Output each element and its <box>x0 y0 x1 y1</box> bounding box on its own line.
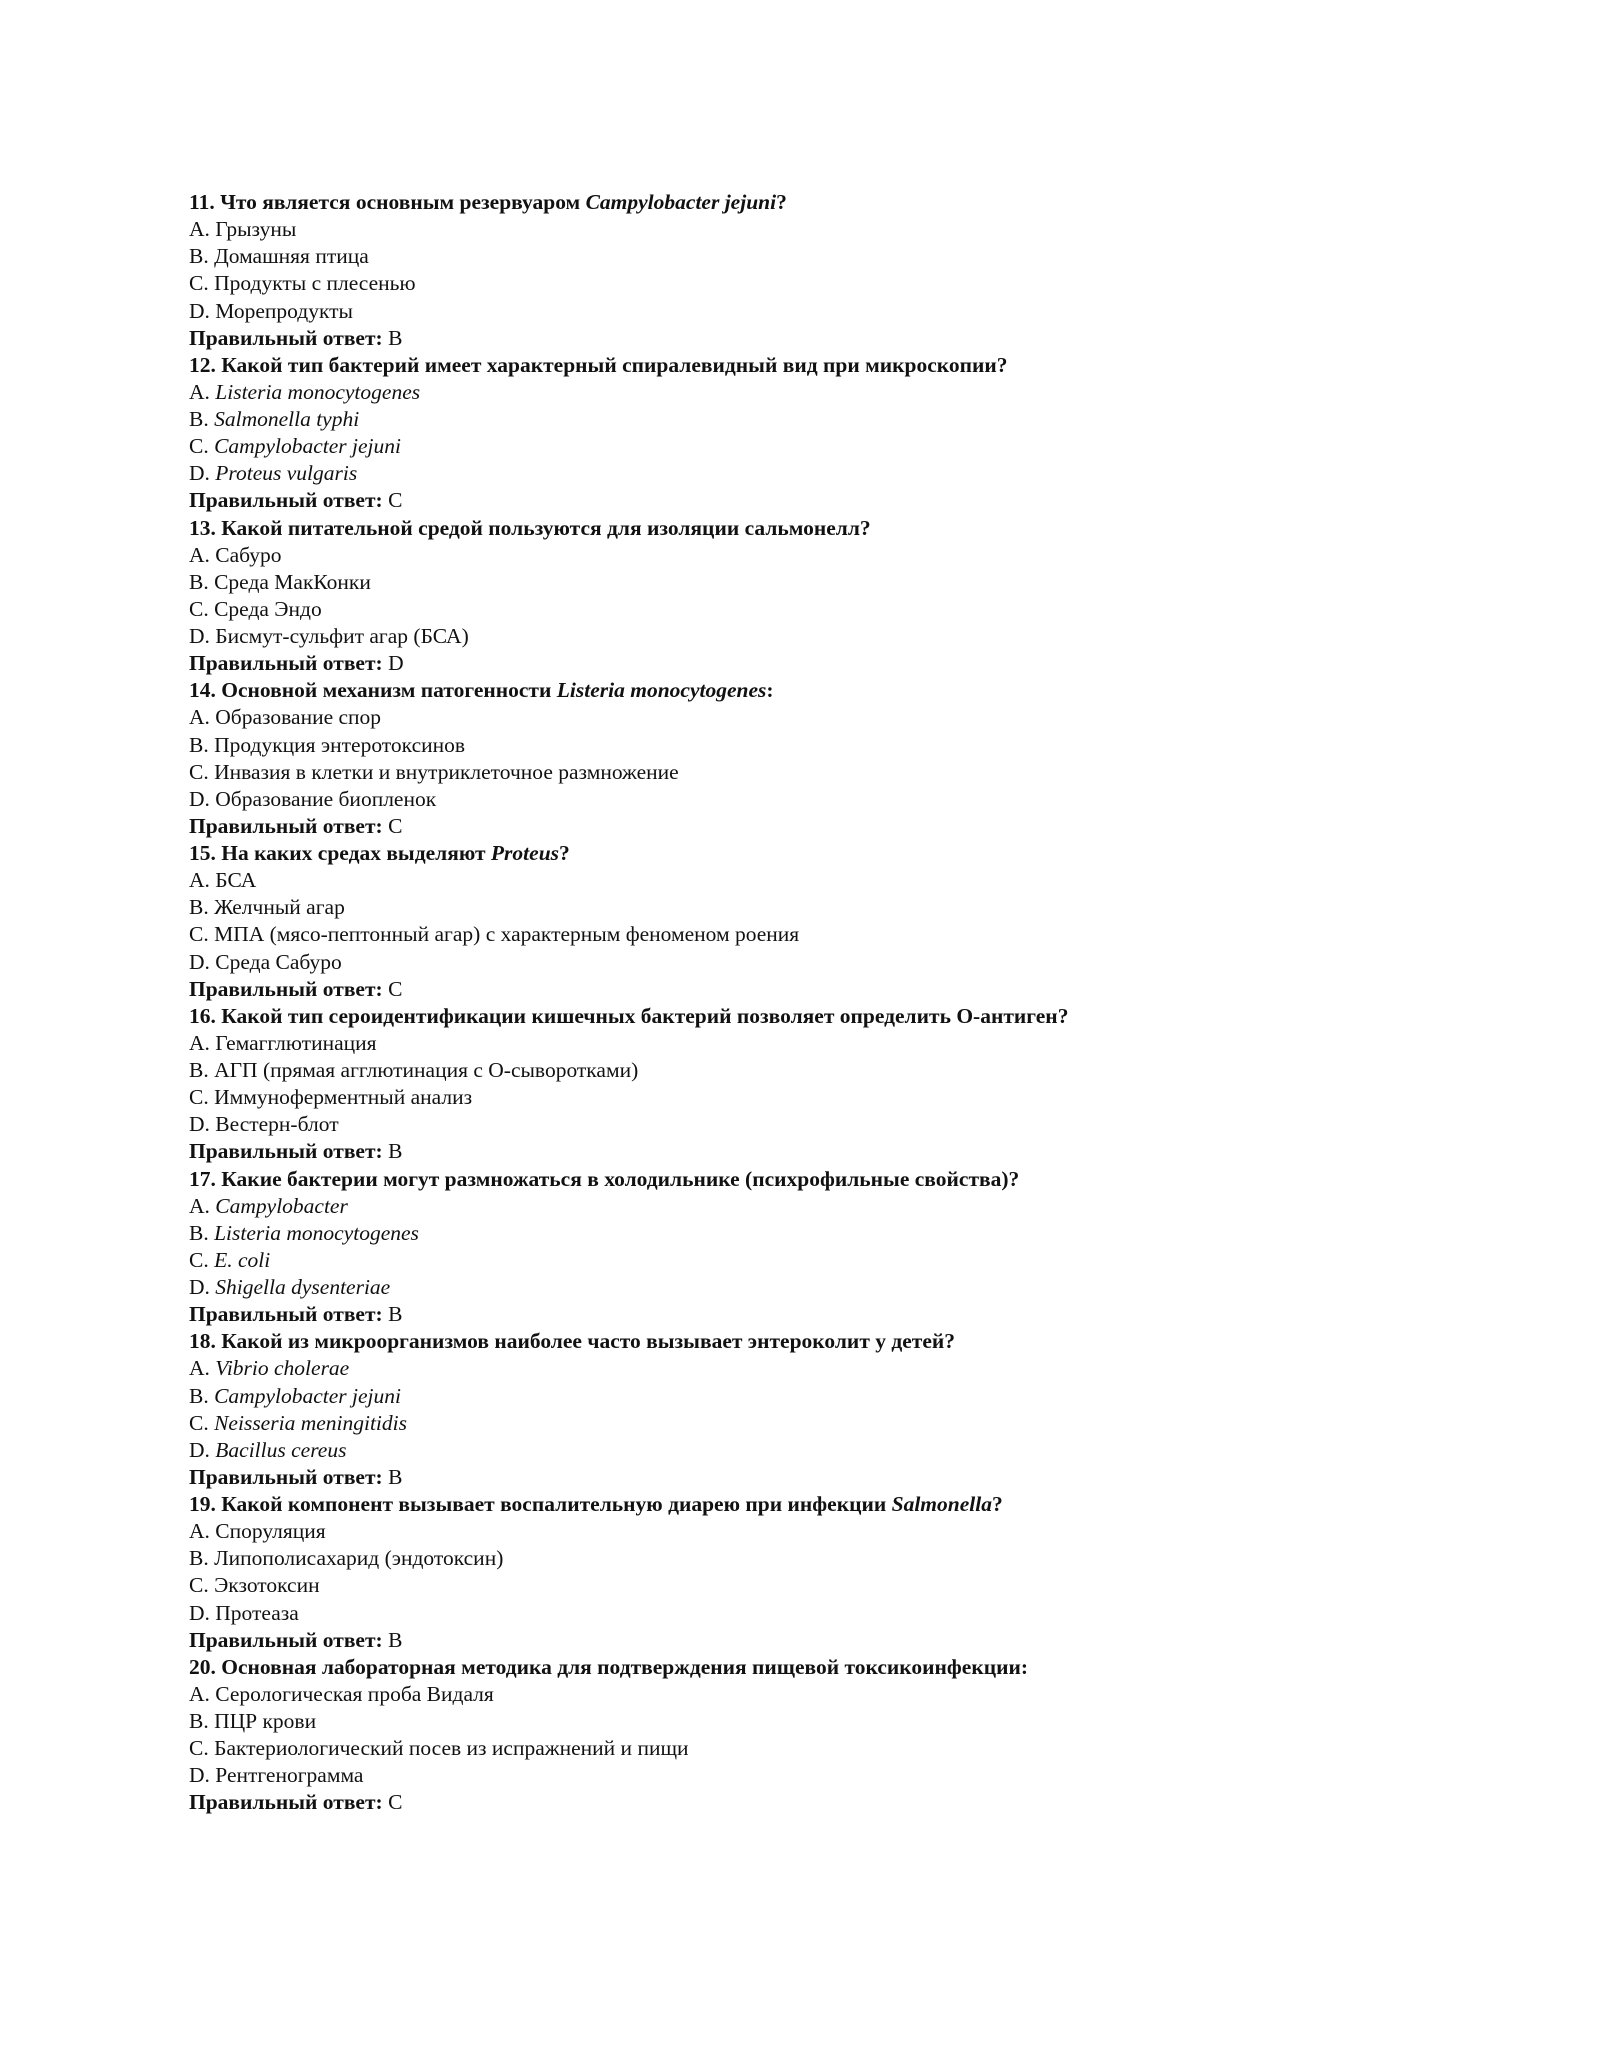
answer-option <box>189 1247 1489 1274</box>
question-block <box>189 1491 1489 1654</box>
correct-answer-label: Правильный ответ: <box>189 1464 383 1489</box>
question-text-part: ? <box>559 841 570 865</box>
correct-answer-value: B <box>388 1302 403 1327</box>
answer-option <box>189 460 1489 487</box>
correct-answer <box>189 1138 1489 1165</box>
option-letter: C. <box>189 271 215 296</box>
correct-answer <box>189 813 1489 840</box>
option-letter: C. <box>189 1573 215 1598</box>
question-text-part: 12. Какой тип бактерий имеет характерный спиралевидный вид при микроскопии? <box>189 352 1008 377</box>
option-text: Shigella dysenteriae <box>215 1275 391 1299</box>
option-text: Желчный агар <box>214 895 345 920</box>
question-text-part: 18. Какой из микроорганизмов наиболее часто вызывает энтероколит у детей? <box>189 1329 956 1354</box>
option-text: Продукты с плесенью <box>214 271 416 296</box>
correct-answer-value: B <box>388 1627 403 1652</box>
answer-option <box>189 921 1489 948</box>
question-text-part: 17. Какие бактерии могут размножаться в холодильнике (психрофильные свойства)? <box>189 1166 1020 1191</box>
answer-option <box>189 542 1489 569</box>
option-text: Среда Сабуро <box>215 949 342 974</box>
answer-option <box>189 1410 1489 1437</box>
correct-answer <box>189 487 1489 514</box>
option-letter: D. <box>189 1112 216 1137</box>
option-letter: A. <box>189 868 216 893</box>
question-text <box>189 1654 1489 1681</box>
correct-answer-value: C <box>388 976 403 1001</box>
option-text: Инвазия в клетки и внутриклеточное размножение <box>214 759 679 784</box>
option-letter: D. <box>189 949 216 974</box>
correct-answer-label: Правильный ответ: <box>189 1139 383 1164</box>
option-letter: B. <box>189 1383 215 1408</box>
correct-answer <box>189 1627 1489 1654</box>
option-text: E. coli <box>214 1247 271 1272</box>
option-text: Продукция энтеротоксинов <box>214 732 466 757</box>
question-block <box>189 352 1489 515</box>
correct-answer <box>189 976 1489 1003</box>
option-text: Липополисахарид (эндотоксин) <box>214 1546 504 1571</box>
option-text: Salmonella typhi <box>214 407 360 431</box>
answer-option <box>189 1383 1489 1410</box>
question-text <box>189 189 1489 216</box>
question-block <box>189 1003 1489 1166</box>
option-letter: B. <box>189 244 215 269</box>
option-letter: B. <box>189 1709 215 1733</box>
answer-option <box>189 1084 1489 1111</box>
question-block <box>189 515 1489 678</box>
answer-option <box>189 623 1489 650</box>
answer-option <box>189 949 1489 976</box>
answer-option <box>189 786 1489 813</box>
option-text: Среда Эндо <box>214 596 322 621</box>
option-text: Рентгенограмма <box>215 1763 364 1788</box>
option-text: Campylobacter <box>215 1193 348 1218</box>
option-text: Campylobacter jejuni <box>214 434 401 459</box>
option-letter: D. <box>189 1763 216 1788</box>
option-text: Сабуро <box>215 542 282 567</box>
option-letter: B. <box>189 1220 215 1245</box>
question-text-part: : <box>766 678 774 703</box>
question-text-part: 19. Какой компонент вызывает воспалительную диарею при инфекции <box>189 1492 892 1516</box>
question-text <box>189 677 1489 704</box>
option-letter: D. <box>189 461 216 486</box>
answer-option <box>189 1600 1489 1627</box>
question-block <box>189 189 1489 352</box>
option-letter: A. <box>189 1519 216 1544</box>
answer-option <box>189 1437 1489 1464</box>
question-text <box>189 352 1489 379</box>
correct-answer-label: Правильный ответ: <box>189 488 383 513</box>
answer-option <box>189 732 1489 759</box>
option-letter: C. <box>189 1247 215 1272</box>
option-letter: B. <box>189 732 215 757</box>
option-letter: D. <box>189 786 216 811</box>
option-letter: C. <box>189 922 215 947</box>
option-letter: B. <box>189 407 215 431</box>
question-text <box>189 1166 1489 1193</box>
correct-answer-value: B <box>388 1139 403 1164</box>
option-text: АГП (прямая агглютинация с О-сыворотками) <box>214 1058 639 1082</box>
question-text-part: 15. На каких средах выделяют <box>189 841 491 865</box>
option-text: Споруляция <box>215 1519 326 1544</box>
option-letter: A. <box>189 542 216 567</box>
option-letter: A. <box>189 1681 216 1706</box>
option-text: Протеаза <box>215 1600 299 1625</box>
question-block <box>189 840 1489 1003</box>
correct-answer-value: C <box>388 488 403 513</box>
option-letter: A. <box>189 1356 216 1381</box>
answer-option <box>189 379 1489 406</box>
option-text: Иммуноферментный анализ <box>214 1085 473 1110</box>
answer-option <box>189 569 1489 596</box>
option-text: Среда МакКонки <box>214 569 371 594</box>
answer-option <box>189 867 1489 894</box>
answer-option <box>189 1193 1489 1220</box>
correct-answer-label: Правильный ответ: <box>189 976 383 1001</box>
option-letter: B. <box>189 895 215 920</box>
answer-option <box>189 1545 1489 1572</box>
answer-option <box>189 1708 1489 1735</box>
question-text-part: 13. Какой питательной средой пользуются для изоляции сальмонелл? <box>189 515 871 540</box>
option-text: Vibrio cholerae <box>215 1356 350 1381</box>
question-text <box>189 840 1489 867</box>
option-text: Бисмут-сульфит агар (БСА) <box>215 624 469 648</box>
option-letter: C. <box>189 434 215 459</box>
option-text: Neisseria meningitidis <box>214 1410 407 1435</box>
answer-option <box>189 1274 1489 1301</box>
question-text-part: 20. Основная лабораторная методика для подтверждения пищевой токсикоинфекции: <box>189 1654 1029 1679</box>
option-letter: A. <box>189 379 216 404</box>
question-text-part: 14. Основной механизм патогенности <box>189 678 557 703</box>
answer-option <box>189 1355 1489 1382</box>
option-letter: B. <box>189 1058 215 1082</box>
correct-answer <box>189 1301 1489 1328</box>
option-text: Listeria monocytogenes <box>215 379 421 404</box>
question-text <box>189 1328 1489 1355</box>
answer-option <box>189 1220 1489 1247</box>
answer-option <box>189 433 1489 460</box>
correct-answer <box>189 1789 1489 1816</box>
correct-answer-label: Правильный ответ: <box>189 1302 383 1327</box>
answer-option <box>189 406 1489 433</box>
option-text: МПА (мясо-пептонный агар) с характерным феноменом роения <box>214 922 800 947</box>
option-text: Bacillus cereus <box>215 1437 347 1462</box>
correct-answer-value: D <box>388 651 404 676</box>
question-organism-name: Listeria monocytogenes <box>556 678 767 703</box>
option-text: Бактериологический посев из испражнений и пищи <box>214 1736 689 1761</box>
answer-option <box>189 1518 1489 1545</box>
option-letter: A. <box>189 705 216 730</box>
option-text: Домашняя птица <box>214 244 369 269</box>
answer-option <box>189 1681 1489 1708</box>
option-text: Proteus vulgaris <box>215 461 358 486</box>
answer-option <box>189 759 1489 786</box>
answer-option <box>189 596 1489 623</box>
option-letter: C. <box>189 1736 215 1761</box>
answer-option <box>189 1735 1489 1762</box>
option-text: Listeria monocytogenes <box>214 1220 419 1245</box>
option-text: БСА <box>215 868 257 893</box>
correct-answer-value: C <box>388 1790 403 1815</box>
correct-answer <box>189 650 1489 677</box>
option-letter: C. <box>189 1085 215 1110</box>
question-text-part: 16. Какой тип сероидентификации кишечных бактерий позволяет определить О-антиген? <box>189 1003 1069 1028</box>
question-text-part: 11. Что является основным резервуаром <box>189 190 586 214</box>
question-organism-name: Salmonella <box>891 1492 992 1516</box>
answer-option <box>189 298 1489 325</box>
answer-option <box>189 1030 1489 1057</box>
option-letter: A. <box>189 217 216 242</box>
correct-answer-value: B <box>388 325 403 350</box>
question-text-part: ? <box>991 1492 1003 1516</box>
option-text: Грызуны <box>215 217 297 242</box>
option-text: Экзотоксин <box>214 1573 320 1598</box>
question-organism-name: Proteus <box>490 841 560 865</box>
option-letter: D. <box>189 1437 216 1462</box>
option-letter: A. <box>189 1030 216 1055</box>
option-letter: B. <box>189 569 215 594</box>
question-text-part: ? <box>776 190 787 214</box>
question-block <box>189 1166 1489 1329</box>
answer-option <box>189 216 1489 243</box>
answer-option <box>189 894 1489 921</box>
correct-answer <box>189 1464 1489 1491</box>
option-letter: B. <box>189 1546 215 1571</box>
answer-option <box>189 270 1489 297</box>
answer-option <box>189 1762 1489 1789</box>
option-text: Образование спор <box>215 705 382 730</box>
option-text: Морепродукты <box>215 298 353 323</box>
option-text: Серологическая проба Видаля <box>215 1681 494 1706</box>
option-letter: D. <box>189 624 216 648</box>
answer-option <box>189 243 1489 270</box>
question-list <box>189 189 1489 1817</box>
option-letter: D. <box>189 1600 216 1625</box>
correct-answer-label: Правильный ответ: <box>189 813 383 838</box>
answer-option <box>189 1572 1489 1599</box>
option-letter: C. <box>189 759 215 784</box>
question-block <box>189 677 1489 840</box>
option-letter: C. <box>189 596 215 621</box>
answer-option <box>189 1111 1489 1138</box>
question-organism-name: Campylobacter jejuni <box>585 190 777 214</box>
correct-answer-label: Правильный ответ: <box>189 325 383 350</box>
question-block <box>189 1328 1489 1491</box>
option-text: Гемагглютинация <box>215 1030 377 1055</box>
question-block <box>189 1654 1489 1817</box>
option-letter: C. <box>189 1410 215 1435</box>
correct-answer-value: C <box>388 813 403 838</box>
correct-answer-label: Правильный ответ: <box>189 1627 383 1652</box>
option-text: Campylobacter jejuni <box>214 1383 401 1408</box>
option-letter: D. <box>189 298 216 323</box>
answer-option <box>189 704 1489 731</box>
option-letter: D. <box>189 1275 216 1299</box>
question-text <box>189 1003 1489 1030</box>
correct-answer-label: Правильный ответ: <box>189 651 383 676</box>
question-text <box>189 515 1489 542</box>
correct-answer-value: B <box>388 1464 403 1489</box>
option-letter: A. <box>189 1193 216 1218</box>
question-text <box>189 1491 1489 1518</box>
option-text: Вестерн-блот <box>215 1112 339 1137</box>
correct-answer-label: Правильный ответ: <box>189 1790 383 1815</box>
option-text: ПЦР крови <box>214 1709 317 1733</box>
answer-option <box>189 1057 1489 1084</box>
option-text: Образование биопленок <box>215 786 437 811</box>
correct-answer <box>189 325 1489 352</box>
